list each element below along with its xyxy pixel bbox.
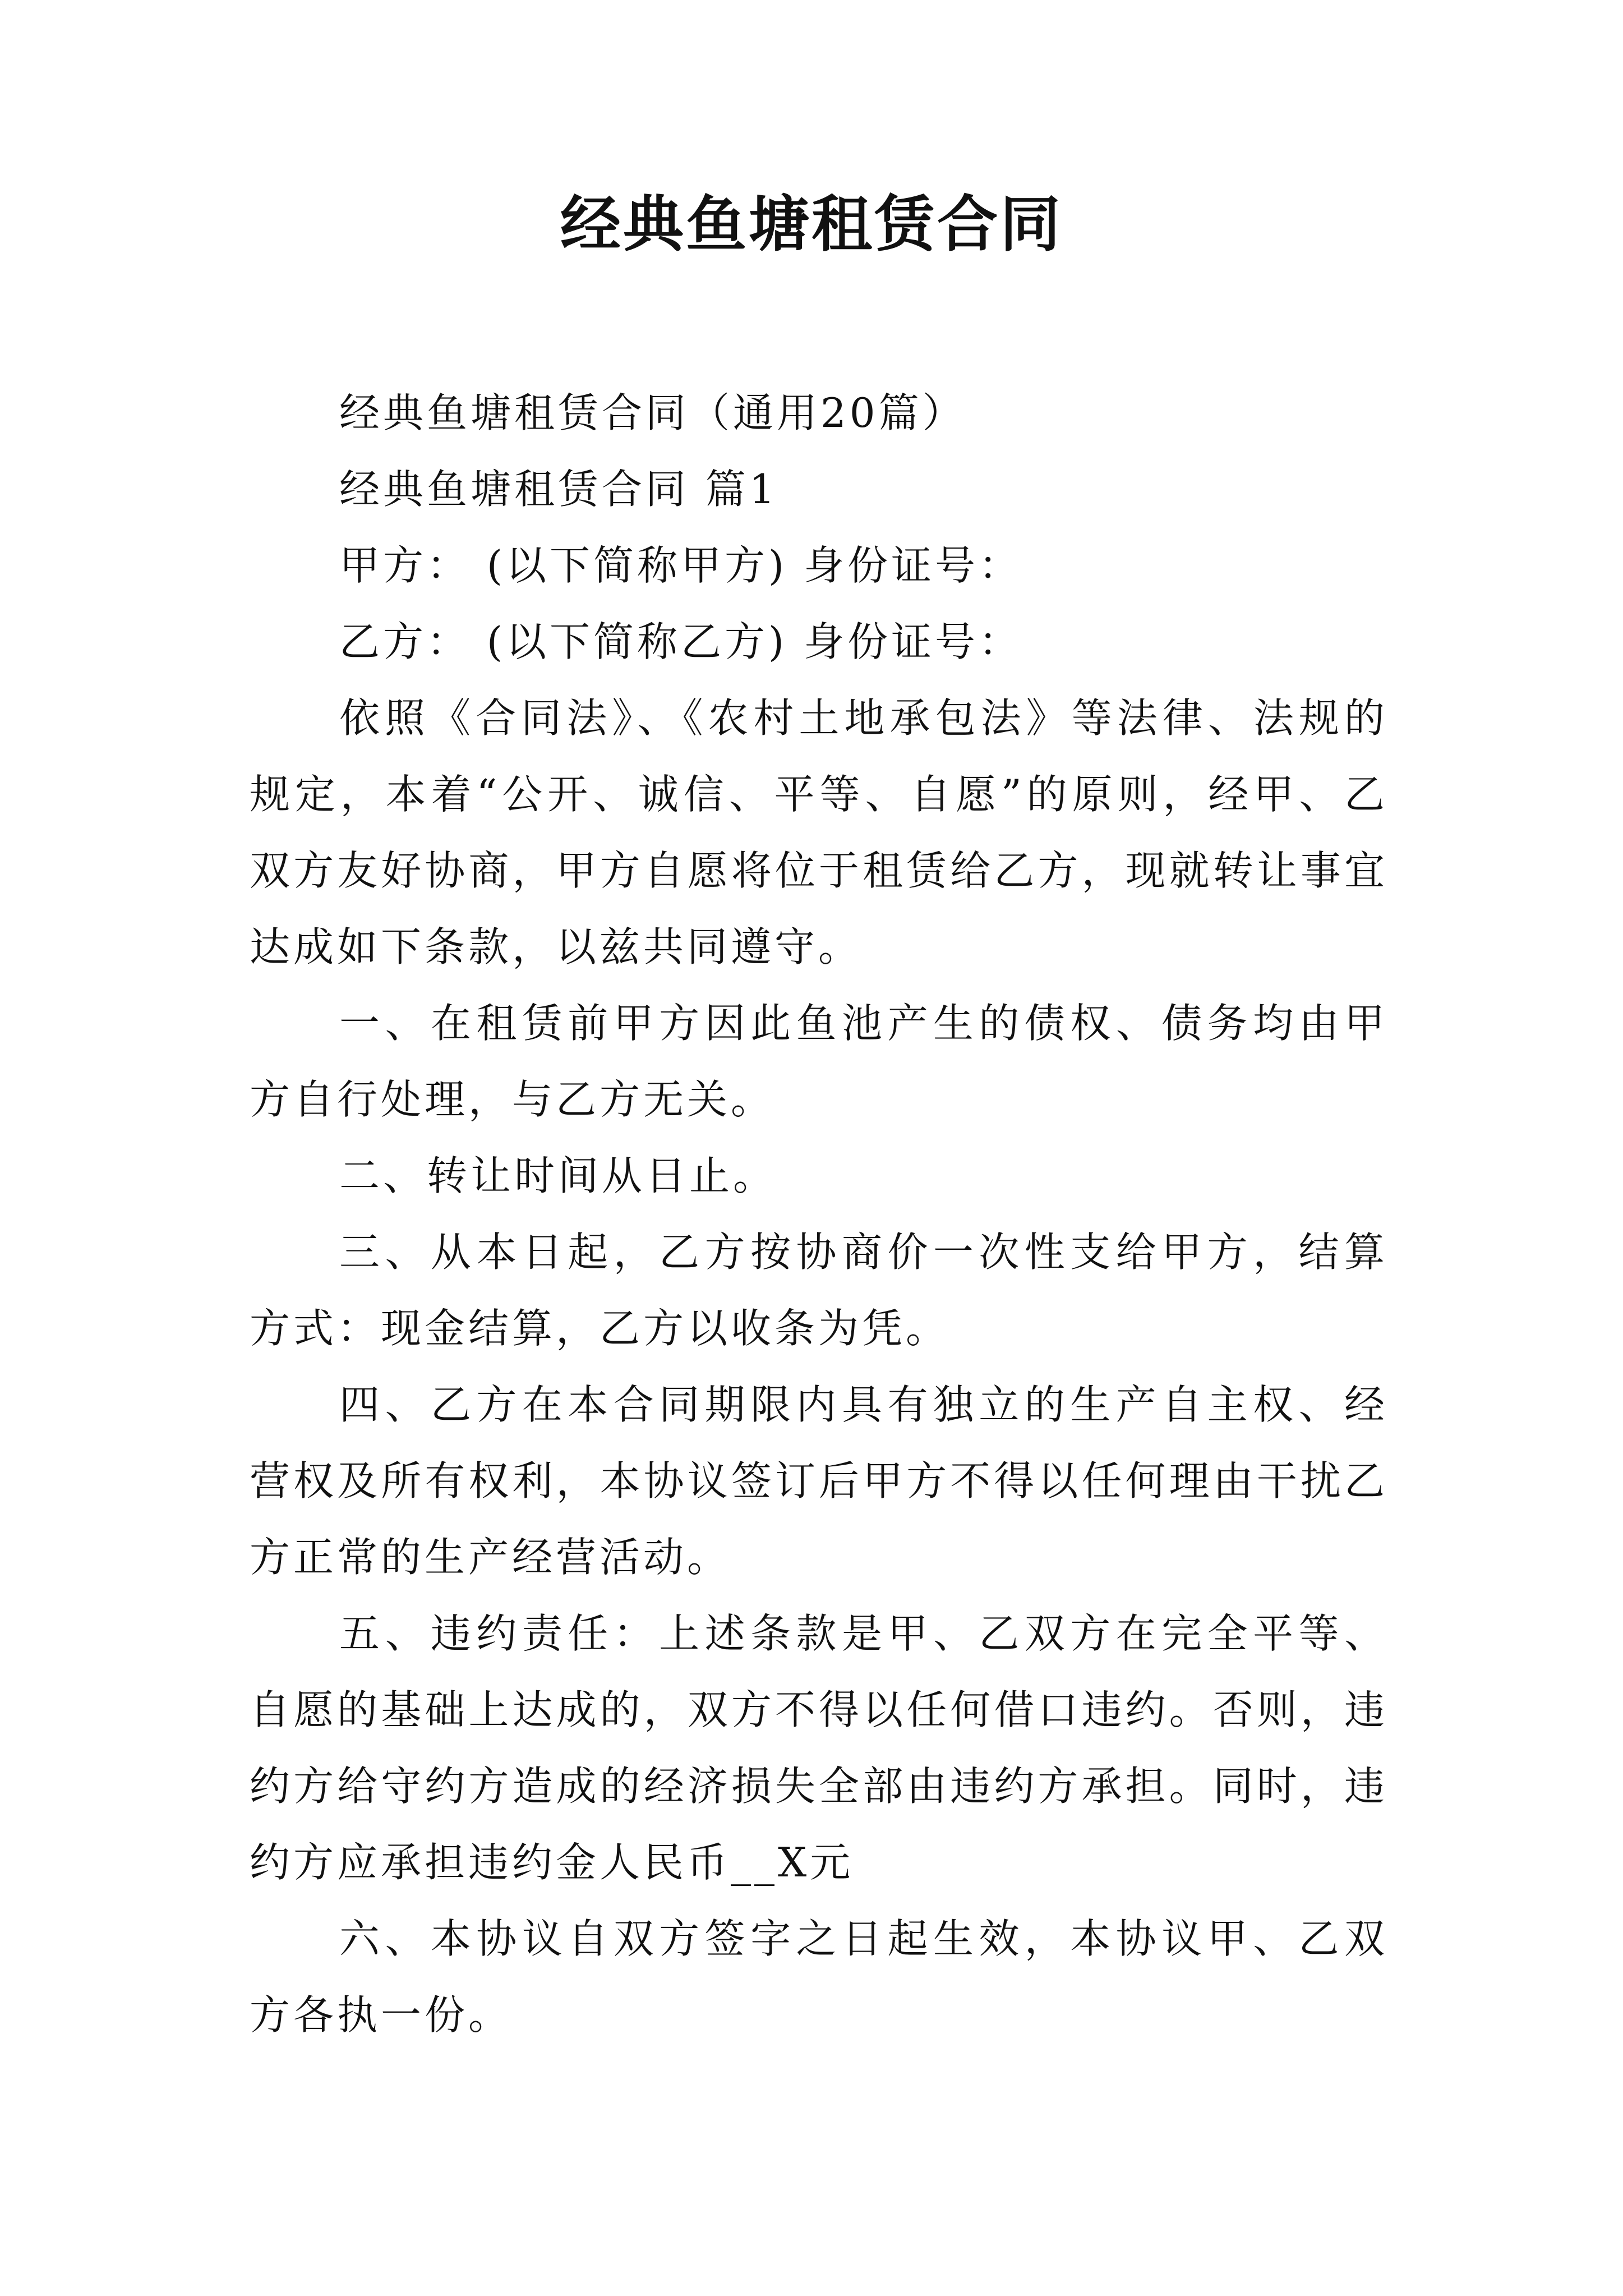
clause-1: 一、在租赁前甲方因此鱼池产生的债权、债务均由甲方自行处理，与乙方无关。 <box>250 1000 1388 1123</box>
preamble-paragraph: 依照《合同法》、《农村土地承包法》等法律、法规的规定，本着“公开、诚信、平等、自愿”的原则，经甲、乙双方友好协商，甲方自愿将位于租赁给乙方，现就转让事宜达成如下条款，以兹共同遵守。 <box>250 694 1388 970</box>
document-title: 经典鱼塘租赁合同 <box>560 189 1063 260</box>
subtitle-paragraph: 经典鱼塘租赁合同（通用20篇） <box>339 389 966 436</box>
section-heading: 经典鱼塘租赁合同 篇1 <box>339 466 778 513</box>
clause-6: 六、本协议自双方签字之日起生效，本协议甲、乙双方各执一份。 <box>250 1915 1388 2039</box>
party-b-line: 乙方： (以下简称乙方) 身份证号： <box>339 618 1022 665</box>
clause-5: 五、违约责任：上述条款是甲、乙双方在完全平等、自愿的基础上达成的，双方不得以任何借口违约。否则，违约方给守约方造成的经济损失全部由违约方承担。同时，违约方应承担违约金人民币__X元 <box>250 1610 1388 1886</box>
clause-4: 四、乙方在本合同期限内具有独立的生产自主权、经营权及所有权利，本协议签订后甲方不得以任何理由干扰乙方正常的生产经营活动。 <box>250 1381 1388 1581</box>
clause-3: 三、从本日起，乙方按协商价一次性支给甲方，结算方式：现金结算，乙方以收条为凭。 <box>250 1228 1388 1352</box>
clause-2: 二、转让时间从日止。 <box>339 1152 777 1199</box>
party-a-line: 甲方： (以下简称甲方) 身份证号： <box>339 542 1022 589</box>
document-body <box>250 375 1388 2053</box>
